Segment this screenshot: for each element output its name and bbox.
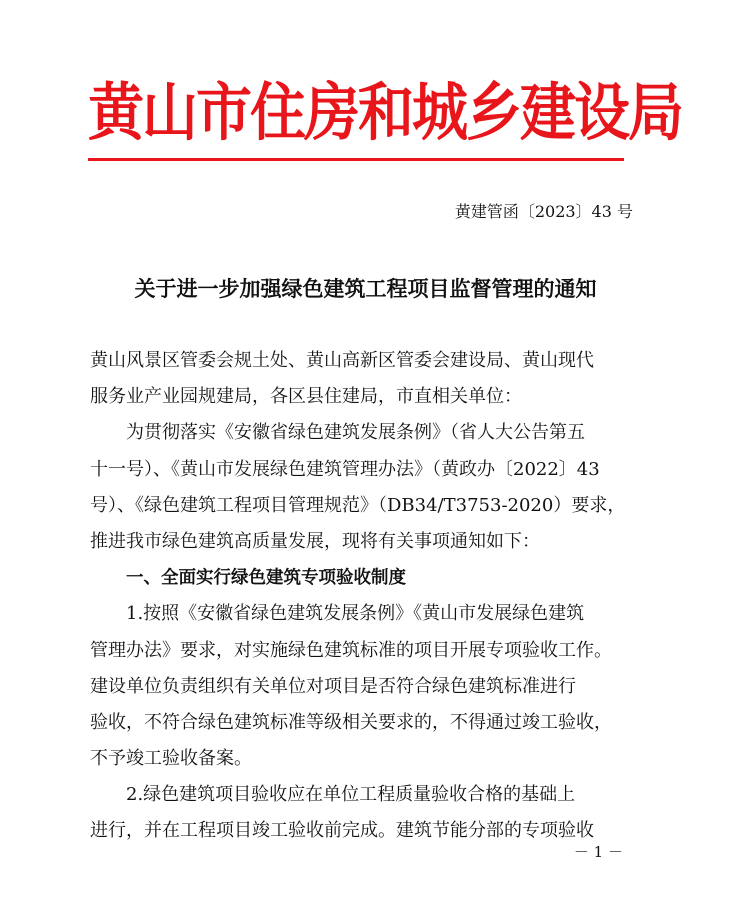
paragraph-line: 不予竣工验收备案。 [90, 748, 252, 770]
paragraph-line: 十一号）、《黄山市发展绿色建筑管理办法》（黄政办〔2022〕43 [90, 458, 600, 480]
paragraph-line: 建设单位负责组织有关单位对项目是否符合绿色建筑标准进行 [90, 675, 576, 697]
paragraph-line: 验收，不符合绿色建筑标准等级相关要求的，不得通过竣工验收， [90, 711, 612, 733]
issuing-organization-header: 黄山市住房和城乡建设局 [88, 75, 682, 150]
paragraph-line: 推进我市绿色建筑高质量发展，现将有关事项通知如下： [90, 530, 540, 552]
paragraph-line: 2.绿色建筑项目验收应在单位工程质量验收合格的基础上 [126, 784, 576, 806]
paragraph-line: 号）、《绿色建筑工程项目管理规范》（DB34/T3753-2020）要求， [90, 494, 626, 516]
document-body [90, 343, 646, 850]
page-number: － 1 － [573, 843, 623, 861]
paragraph-line: 1.按照《安徽省绿色建筑发展条例》《黄山市发展绿色建筑 [126, 603, 585, 625]
red-header-rule [88, 158, 624, 161]
paragraph-line: 进行，并在工程项目竣工验收前完成。建筑节能分部的专项验收 [90, 820, 594, 842]
document-number: 黄建管函〔2023〕43 号 [454, 202, 633, 221]
addressee-line: 服务业产业园规建局，各区县住建局，市直相关单位： [90, 386, 522, 408]
document-title: 关于进一步加强绿色建筑工程项目监督管理的通知 [134, 277, 597, 301]
section-heading: 一、全面实行绿色建筑专项验收制度 [126, 568, 406, 589]
paragraph-line: 为贯彻落实《安徽省绿色建筑发展条例》（省人大公告第五 [126, 422, 585, 444]
addressee-line: 黄山风景区管委会规土处、黄山高新区管委会建设局、黄山现代 [90, 350, 594, 371]
paragraph-line: 管理办法》要求，对实施绿色建筑标准的项目开展专项验收工作。 [90, 639, 612, 661]
